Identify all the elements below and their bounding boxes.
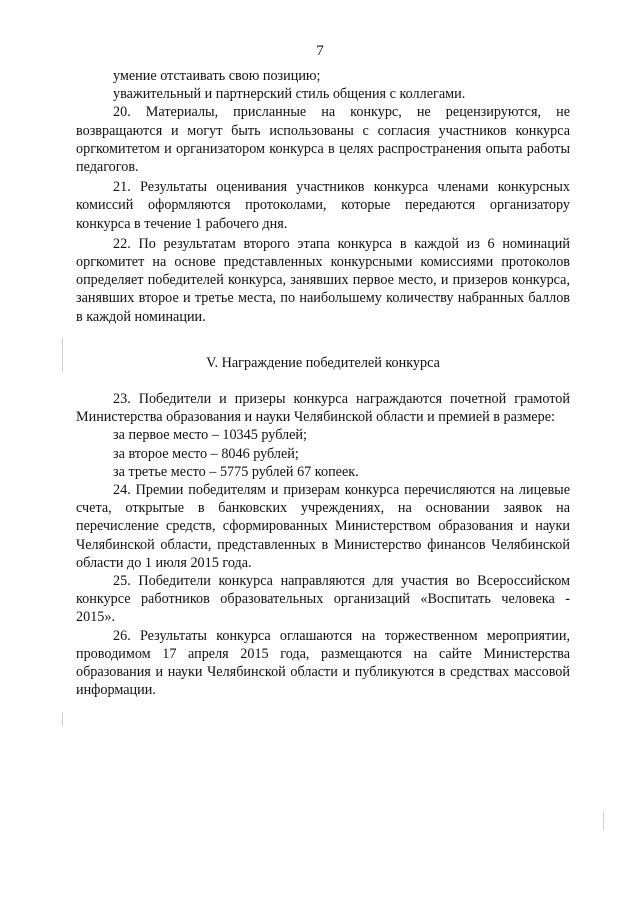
page-number: 7 (316, 43, 324, 59)
section-heading: V. Награждение победителей конкурса (206, 354, 440, 371)
list-line: умение отстаивать свою позицию; (113, 68, 321, 84)
paragraph-20: 20. Материалы, присланные на конкурс, не рецензируются, не возвращаются и могут быть использованы с согласия участников конкурса оргкомитетом и организатором конкурса в целях распространения опыта работы педагогов. (76, 104, 570, 176)
list-line: уважительный и партнерский стиль общения с коллегами. (113, 86, 466, 103)
paragraph-23: 23. Победители и призеры конкурса награждаются почетной грамотой Министерства образования и науки Челябинской области и премией в размере: (76, 391, 570, 426)
prize-third: за третье место – 5775 рублей 67 копеек. (113, 463, 359, 480)
paragraph-26: 26. Результаты конкурса оглашаются на торжественном мероприятии, проводимом 17 апреля 2015 года, размещаются на сайте Министерства образования и науки Челябинской области и публикуются в средствах массовой информации. (76, 627, 570, 699)
paragraph-22: 22. По результатам второго этапа конкурса в каждой из 6 номинаций оргкомитет на основе представленных конкурсными комиссиями протоколов определяет победителей конкурса, занявших первое место, и призеров конкурса, занявших второе и третье места, по наибольшему количеству набранных баллов в каждой номинации. (76, 235, 570, 325)
prize-second: за второе место – 8046 рублей; (113, 445, 299, 462)
paragraph-24: 24. Премии победителям и призерам конкурса перечисляются на лицевые счета, открытые в банковских учреждениях, на основании заявок на перечисление средств, сформированных Министерством образования и науки Челябинской области, представленных в Министерство финансов Челябинской области до 1 июля 2015 года. (76, 482, 570, 571)
paragraph-21: 21. Результаты оценивания участников конкурса членами конкурсных комиссий оформляются протоколами, которые передаются организатору конкурса в течение 1 рабочего дня. (76, 179, 570, 232)
document-body (76, 67, 570, 700)
scan-artifact (603, 812, 604, 830)
prize-first: за первое место – 10345 рублей; (113, 427, 307, 444)
scan-artifact (62, 712, 63, 726)
paragraph-25: 25. Победители конкурса направляются для участия во Всероссийском конкурсе работников образовательных организаций «Воспитать человека - 2015». (76, 573, 570, 626)
scan-artifact (62, 338, 63, 372)
